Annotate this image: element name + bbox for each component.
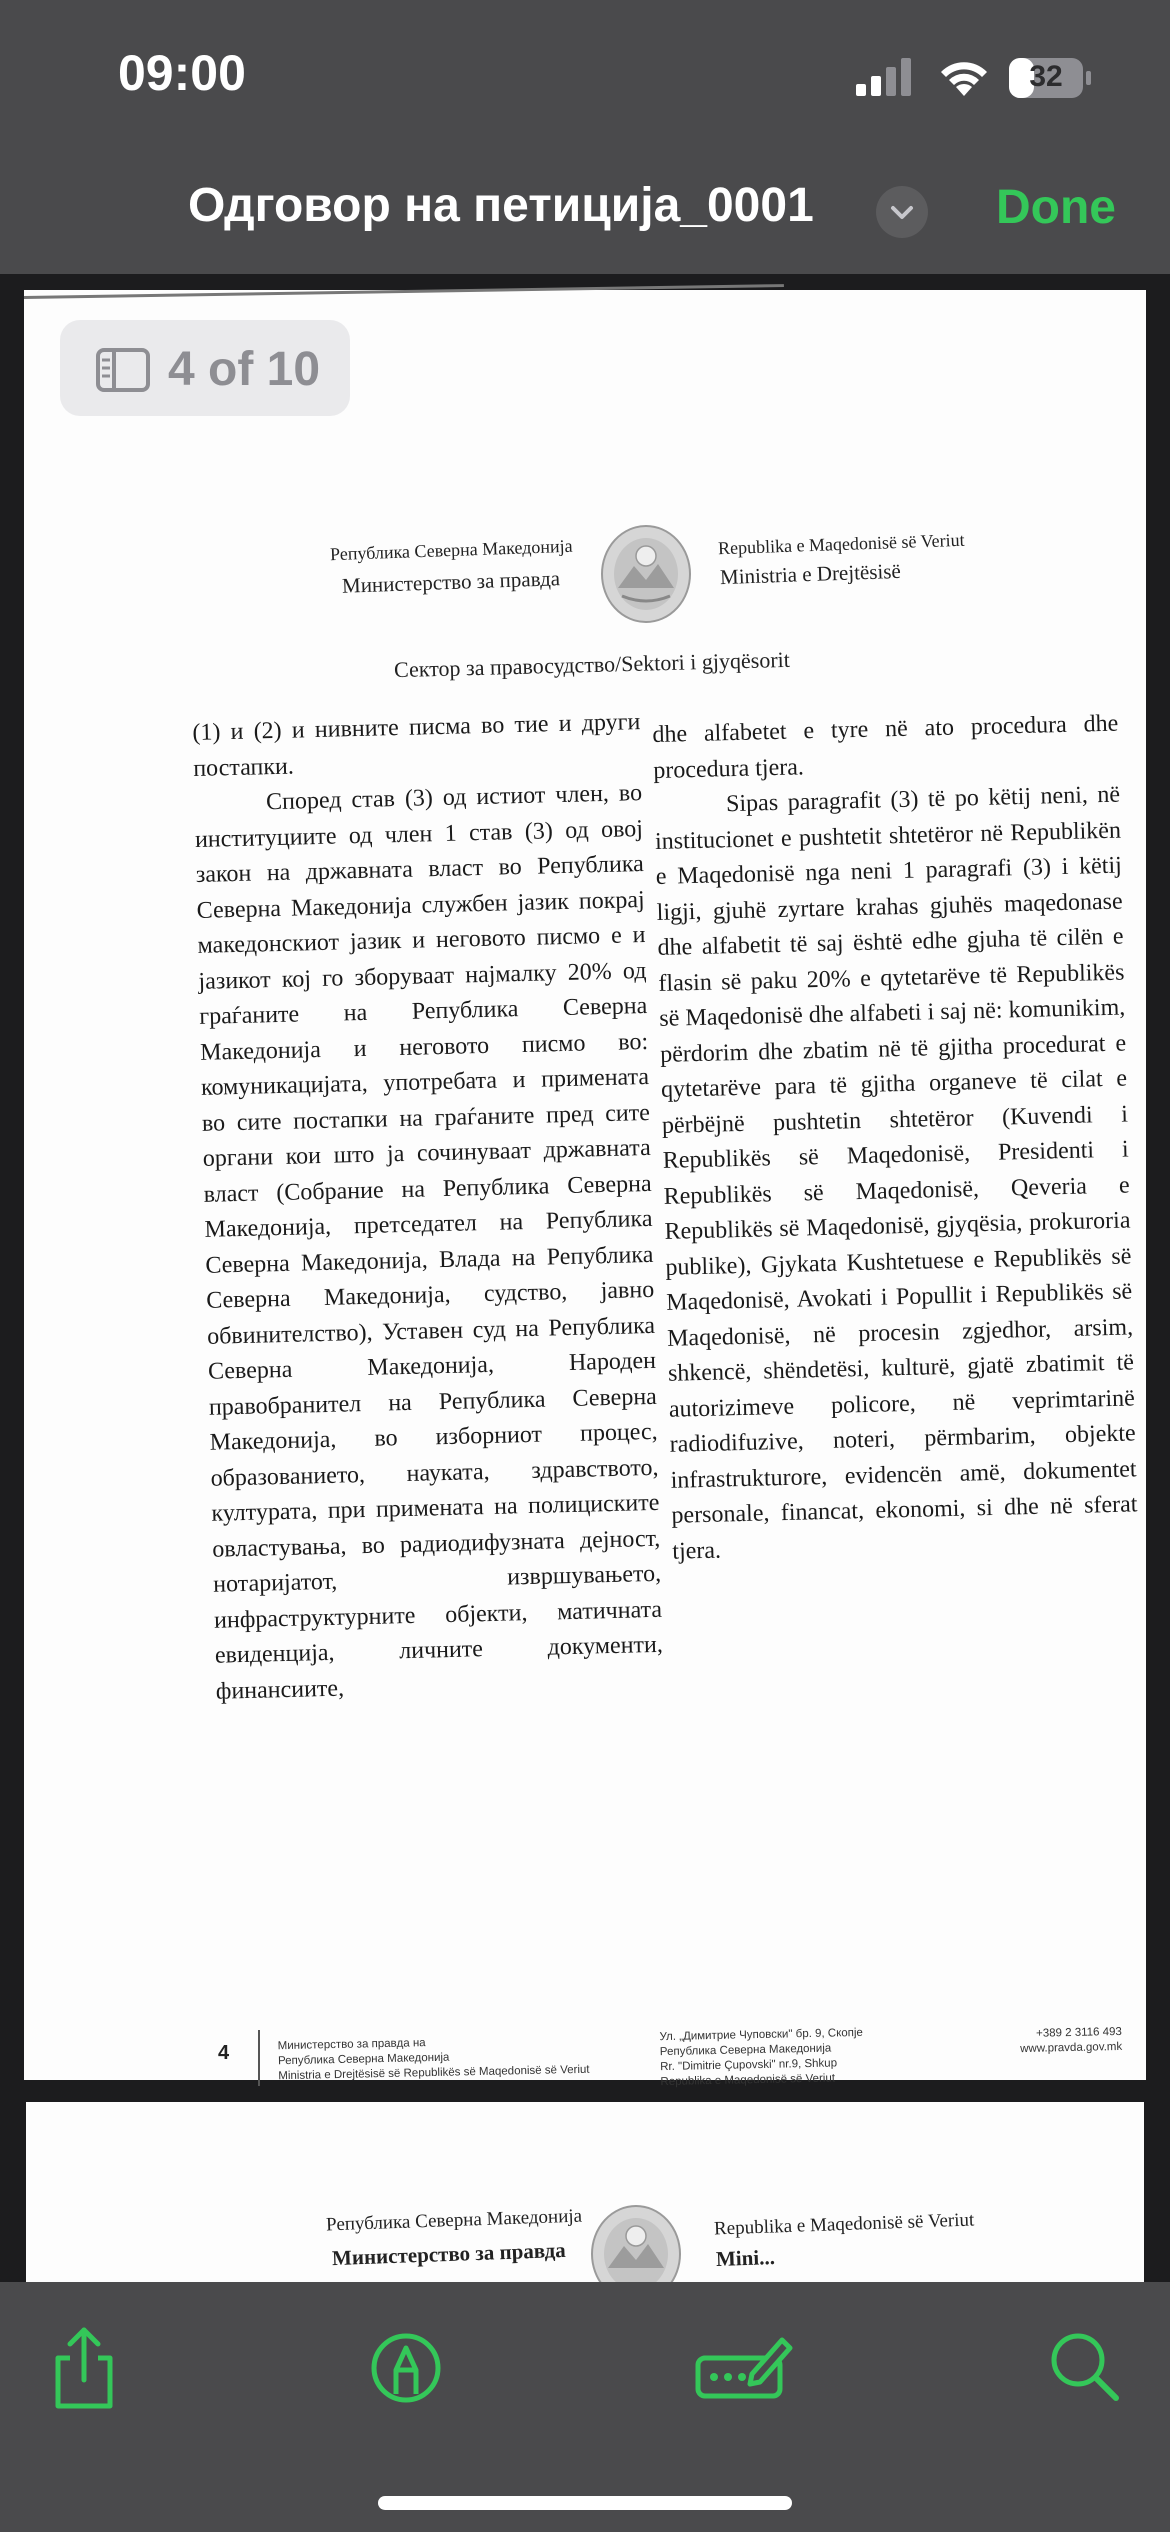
search-icon <box>1036 2318 1136 2418</box>
sector-heading: Сектор за правосудство/Sektori i gjyqësorit <box>393 646 791 683</box>
footer-phone: +389 2 3116 493 <box>1035 2025 1122 2040</box>
paragraph: (1) и (2) и нивните писма во тие и други постапки. <box>192 709 641 782</box>
navigation-bar <box>0 150 1170 274</box>
letterhead-country-mk: Република Северна Македонија <box>325 2205 583 2236</box>
form-fill-icon <box>690 2318 800 2418</box>
paragraph: dhe alfabetet e tyre në ato procedura dhe procedura tjera. <box>652 710 1119 784</box>
markup-button[interactable] <box>356 2318 456 2418</box>
scan-edge <box>24 284 784 299</box>
battery-level: 32 <box>1029 60 1063 93</box>
text-column-macedonian <box>192 705 664 1710</box>
done-button[interactable]: Done <box>996 181 1116 234</box>
search-button[interactable] <box>1036 2318 1136 2418</box>
document-page <box>24 290 1146 2089</box>
page-number: 4 <box>218 2042 230 2064</box>
footer-website: www.pravda.gov.mk <box>1020 2040 1123 2056</box>
footer-contact <box>1020 2025 1123 2057</box>
status-bar <box>0 0 1170 150</box>
status-time: 09:00 <box>118 45 246 101</box>
bottom-toolbar <box>0 2282 1170 2532</box>
title-menu-button[interactable] <box>876 186 928 238</box>
footer-ministry: Министерство за правда на Република Северна Македонија Ministria e Drejtësisë së Republikës së Maqedonisë së Veriut <box>277 2037 590 2083</box>
letterhead-country-al: Republika e Maqedonisë së Veriut <box>717 529 965 559</box>
home-indicator[interactable] <box>378 2496 792 2510</box>
footer-divider <box>258 2030 260 2086</box>
text-column-albanian <box>652 707 1139 1570</box>
wifi-icon <box>936 56 992 98</box>
battery-icon <box>1008 56 1092 100</box>
share-icon <box>34 2318 134 2418</box>
letterhead-ministry-al: Ministria e Drejtësisë <box>719 558 902 590</box>
page-indicator[interactable] <box>60 320 350 416</box>
paragraph: Според став (3) од истиот член, во институциите од член 1 став (3) од овој закон на државната власт во Република Северна Македонија службен јазик покрај македонскиот јазик и неговото писмо е и јазикот кој го зборуваат најмалку 20% од граѓаните на Република Северна Македонија и неговото писмо во: комуникацијата, употребата и примената во сите постапки на граѓаните пред сите органи кои што ја сочинуваат државната власт (Собрание на Република Северна Македонија, претседател на Република Северна Македонија, Влада на Република Северна Македонија, судство, јавно обвинителство), Уставен суд на Република Северна Македонија, Народен правобранител на Република Северна Македонија, во изборниот процес, образованието, науката, здравството, културата, при примената на полициските овластувања, во радиодифузната дејност, нотаријатот, извршувањето, инфраструктурните објекти, матичната евиденција, личните документи, финансиите, <box>194 780 664 1705</box>
footer-address: Ул. „Димитрие Чуповски" бр. 9, Скопје Република Северна Македонија Rr. "Dimitrie Çupovski" nr.9, Shkup Republika e Maqedonisë së Veriut <box>659 2026 864 2089</box>
document-title[interactable]: Одговор на петиција_0001 <box>188 179 814 232</box>
form-fill-button[interactable] <box>690 2318 800 2418</box>
letterhead-country-al: Republika e Maqedonisë së Veriut <box>713 2209 975 2240</box>
share-button[interactable] <box>34 2318 134 2418</box>
letterhead-ministry-mk: Министерство за правда <box>331 2237 567 2271</box>
letterhead-ministry-al: Mini... <box>715 2244 776 2272</box>
page-footer <box>24 1990 1146 2089</box>
letterhead-country-mk: Република Северна Македонија <box>329 535 573 565</box>
sidebar-icon <box>96 348 150 392</box>
markup-pen-icon <box>356 2318 456 2418</box>
letterhead-ministry-mk: Министерство за правда <box>341 566 561 598</box>
document-viewer[interactable] <box>0 274 1170 2282</box>
cellular-signal-icon <box>856 58 914 96</box>
paragraph: Sipas paragrafit (3) të po këtij neni, në institucionet e pushtetit shtetëror në Republikën e Maqedonisë nga neni 1 paragrafi (3) i këtij ligji, gjuhë zyrtare krahas gjuhës maqedonase dhe alfabetit të saj është edhe gjuha të cilën e flasin së paku 20% e qytetarëve të Republikës së Maqedonisë dhe alfabeti i saj në: komunikim, përdorim dhe zbatim në të gjitha procedurat e qytetarëve para të gjitha organeve të cilat e përbëjnë pushtetin shtetëror (Kuvendi i Republikës së Maqedonisë, Presidenti i Republikës së Maqedonisë, Qeveria e Republikës së Maqedonisë, gjyqësia, prokuroria publike), Gjykata Kushtetuese e Republikës së Maqedonisë, Avokati i Popullit i Republikës së Maqedonisë, në procesin zgjedhor, arsim, shkencë, shëndetësi, kulturë, gjatë zbatimit të autorizimeve policore, në veprimtarinë radiodifuzive, noteri, përmbarim, objekte infrastrukturore, evidencën amë, dokumentet personale, financat, ekonomi, si dhe në sferat tjera. <box>654 781 1138 1565</box>
coat-of-arms-emblem <box>596 516 696 626</box>
page-indicator-label: 4 of 10 <box>168 343 321 396</box>
chevron-down-icon <box>876 186 928 238</box>
